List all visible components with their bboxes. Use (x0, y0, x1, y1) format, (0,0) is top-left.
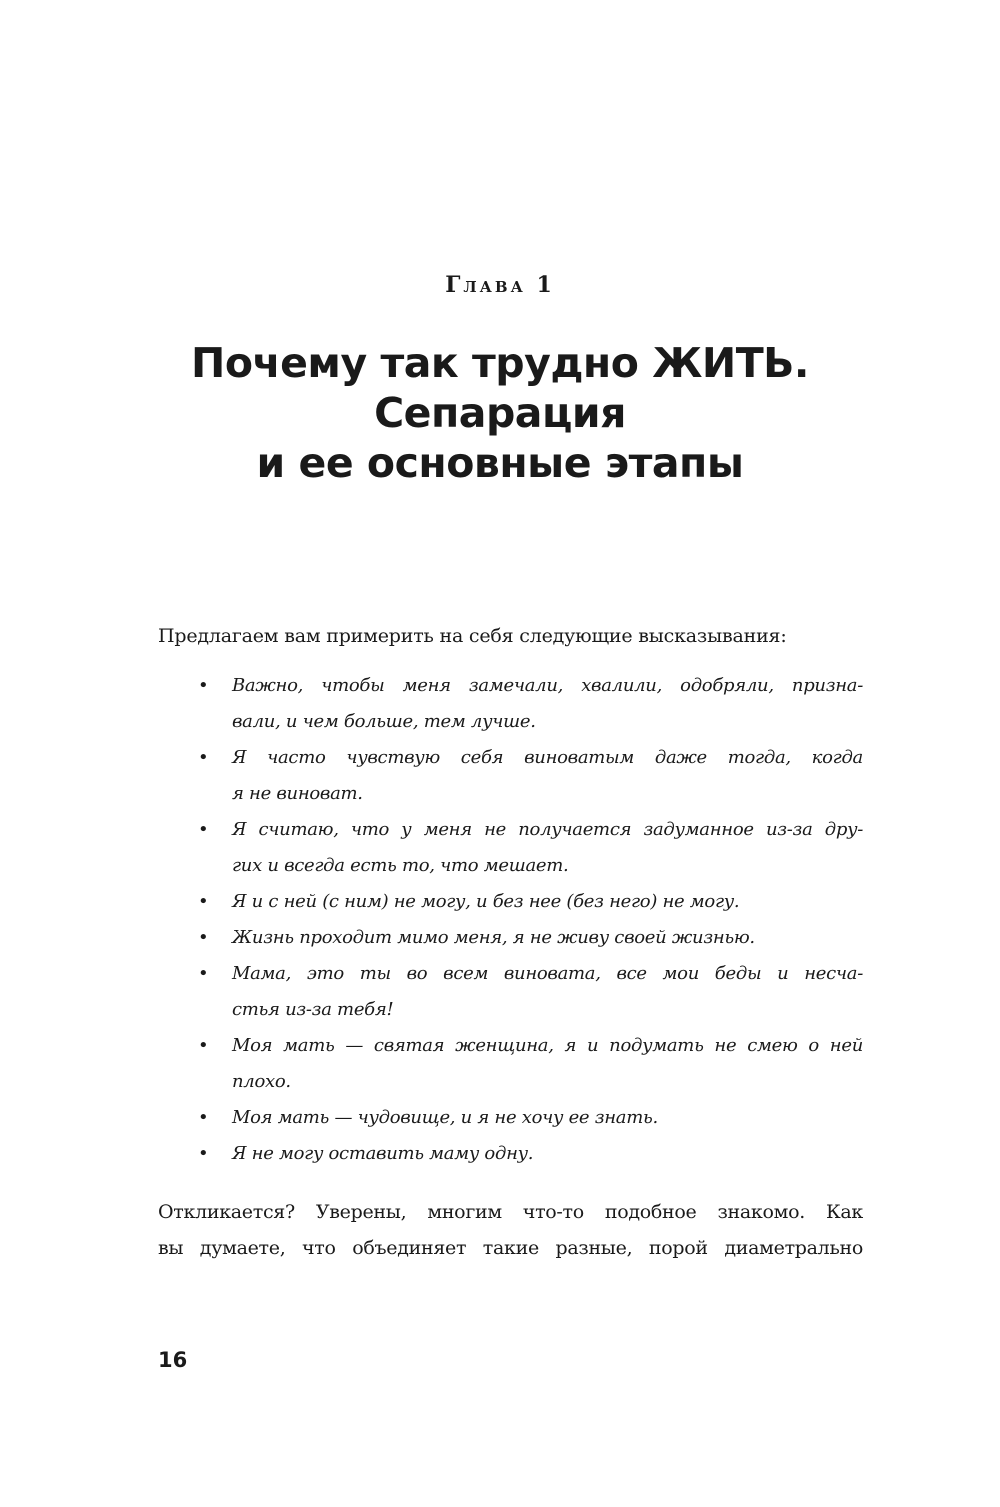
quote-line: Жизнь проходит мимо меня, я не живу своей жизнью. (232, 927, 755, 948)
chapter-title-line: Сепарация (374, 389, 626, 437)
quote-item (198, 812, 863, 884)
quote-item (198, 956, 863, 1028)
page-number: 16 (158, 1348, 188, 1372)
bullet-icon: • (198, 675, 209, 696)
quote-line: вали, и чем больше, тем лучше. (232, 711, 536, 732)
quote-line: Моя мать — святая женщина, я и подумать не смею о ней (232, 1035, 863, 1056)
chapter-label: Глава 1 (445, 272, 555, 298)
bullet-icon: • (198, 747, 209, 768)
quote-line: гих и всегда есть то, что мешает. (232, 855, 569, 876)
bullet-icon: • (198, 963, 209, 984)
chapter-title-line: Почему так трудно ЖИТЬ. (191, 339, 809, 387)
outro-line: Откликается? Уверены, многим что-то подобное знакомо. Как (158, 1201, 863, 1223)
intro-paragraph: Предлагаем вам примерить на себя следующие высказывания: (158, 625, 787, 647)
quote-line: стья из-за тебя! (232, 999, 394, 1020)
quote-list (198, 668, 863, 1172)
bullet-icon: • (198, 891, 209, 912)
quote-line: Моя мать — чудовище, и я не хочу ее знать. (232, 1107, 658, 1128)
quote-item (198, 1028, 863, 1100)
bullet-icon: • (198, 927, 209, 948)
quote-item (198, 1100, 863, 1136)
quote-line: Мама, это ты во всем виновата, все мои беды и несча- (232, 963, 863, 984)
outro-paragraph (158, 1194, 863, 1266)
quote-line: плохо. (232, 1071, 291, 1092)
quote-line: я не виноват. (232, 783, 363, 804)
quote-item (198, 920, 863, 956)
quote-item (198, 740, 863, 812)
quote-item (198, 884, 863, 920)
bullet-icon: • (198, 1143, 209, 1164)
quote-item (198, 1136, 863, 1172)
chapter-title-line: и ее основные этапы (256, 439, 744, 487)
quote-line: Я не могу оставить маму одну. (232, 1143, 534, 1164)
quote-line: Важно, чтобы меня замечали, хвалили, одобряли, призна- (232, 675, 863, 696)
outro-line: вы думаете, что объединяет такие разные, порой диаметрально (158, 1237, 863, 1259)
chapter-title (0, 338, 1000, 488)
bullet-icon: • (198, 819, 209, 840)
quote-item (198, 668, 863, 740)
bullet-icon: • (198, 1107, 209, 1128)
quote-line: Я часто чувствую себя виноватым даже тогда, когда (232, 747, 863, 768)
bullet-icon: • (198, 1035, 209, 1056)
quote-line: Я считаю, что у меня не получается задуманное из-за дру- (232, 819, 863, 840)
quote-line: Я и с ней (с ним) не могу, и без нее (без него) не могу. (232, 891, 740, 912)
